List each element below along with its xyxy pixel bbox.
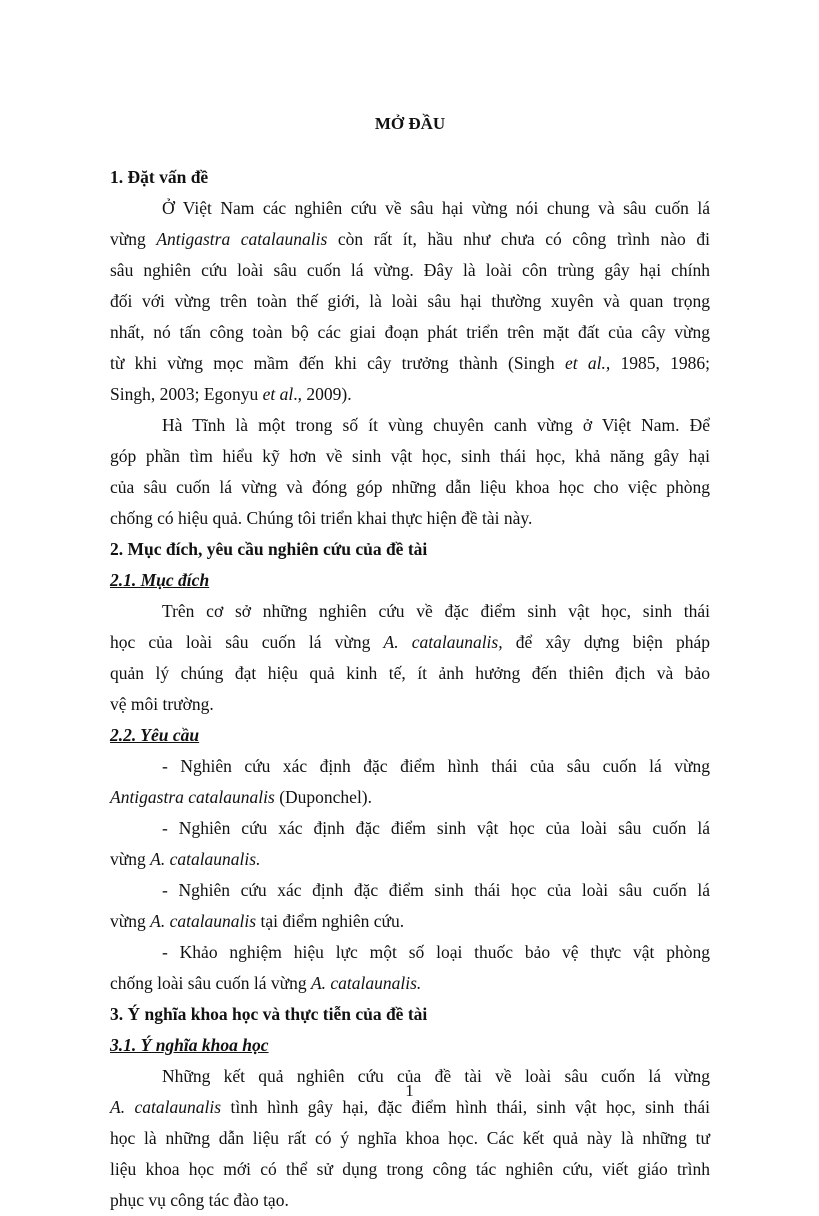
page-title: MỞ ĐẦU xyxy=(374,114,446,133)
section-2-heading: 2. Mục đích, yêu cầu nghiên cứu của đề tài xyxy=(110,539,428,559)
text-line: Những kết quả nghiên cứu của đề tài về loài sâu cuốn lá vừng xyxy=(162,1066,710,1086)
text-line: Antigastra catalaunalis (Duponchel). xyxy=(110,787,373,807)
section-3-heading: 3. Ý nghĩa khoa học và thực tiễn của đề tài xyxy=(110,1004,428,1024)
text-line: vừng A. catalaunalis. xyxy=(110,849,261,869)
text-line: vệ môi trường. xyxy=(110,694,214,714)
section-1-heading: 1. Đặt vấn đề xyxy=(110,167,209,187)
section-1-paragraph-2 xyxy=(110,410,710,534)
text-line: Singh, 2003; Egonyu et al., 2009). xyxy=(110,384,352,404)
page-number: 1 xyxy=(405,1081,414,1100)
requirement-item xyxy=(110,813,710,875)
requirement-item xyxy=(110,937,710,999)
requirement-item xyxy=(110,751,710,813)
text-line: vừng A. catalaunalis tại điểm nghiên cứu. xyxy=(110,911,405,931)
text-line: của sâu cuốn lá vừng và đóng góp những dẫn liệu khoa học cho việc phòng xyxy=(110,477,710,497)
section-1-paragraph-1 xyxy=(110,193,710,410)
text-line: nhất, nó tấn công toàn bộ các giai đoạn phát triển trên mặt đất của cây vừng xyxy=(110,322,710,342)
text-line: vừng Antigastra catalaunalis còn rất ít, hầu như chưa có công trình nào đi xyxy=(110,229,710,249)
text-line: chống loài sâu cuốn lá vừng A. catalaunalis. xyxy=(110,973,422,993)
text-line: phục vụ công tác đào tạo. xyxy=(110,1190,289,1210)
text-line: Hà Tĩnh là một trong số ít vùng chuyên canh vừng ở Việt Nam. Để xyxy=(162,415,710,435)
text-line: quản lý chúng đạt hiệu quả kinh tế, ít ảnh hưởng đến thiên địch và bảo xyxy=(110,663,710,683)
text-line: từ khi vừng mọc mầm đến khi cây trưởng thành (Singh et al., 1985, 1986; xyxy=(110,353,710,373)
text-line: Ở Việt Nam các nghiên cứu về sâu hại vừng nói chung và sâu cuốn lá xyxy=(162,198,710,218)
text-line: liệu khoa học mới có thể sử dụng trong công tác nghiên cứu, viết giáo trình xyxy=(110,1159,710,1179)
document-page xyxy=(110,108,710,1216)
text-line: Trên cơ sở những nghiên cứu về đặc điểm sinh vật học, sinh thái xyxy=(162,601,710,621)
text-line: - Nghiên cứu xác định đặc điểm sinh thái học của loài sâu cuốn lá xyxy=(162,880,710,900)
requirement-item xyxy=(110,875,710,937)
text-line: - Khảo nghiệm hiệu lực một số loại thuốc bảo vệ thực vật phòng xyxy=(162,942,710,962)
text-line: sâu nghiên cứu loài sâu cuốn lá vừng. Đây là loài côn trùng gây hại chính xyxy=(110,260,710,280)
text-line: - Nghiên cứu xác định đặc điểm sinh vật học của loài sâu cuốn lá xyxy=(162,818,710,838)
text-line: góp phần tìm hiểu kỹ hơn về sinh vật học, sinh thái học, khả năng gây hại xyxy=(110,446,710,466)
text-line: học là những dẫn liệu rất có ý nghĩa khoa học. Các kết quả này là những tư xyxy=(110,1128,710,1148)
text-line: - Nghiên cứu xác định đặc điểm hình thái của sâu cuốn lá vừng xyxy=(162,756,710,776)
section-2-1-paragraph xyxy=(110,596,710,720)
text-line: chống có hiệu quả. Chúng tôi triển khai thực hiện đề tài này. xyxy=(110,508,533,528)
section-2-1-heading: 2.1. Mục đích xyxy=(110,570,210,590)
text-line: học của loài sâu cuốn lá vừng A. catalaunalis, để xây dựng biện pháp xyxy=(110,632,710,652)
text-line: A. catalaunalis tình hình gây hại, đặc điểm hình thái, sinh vật học, sinh thái xyxy=(110,1097,710,1117)
section-3-1-heading: 3.1. Ý nghĩa khoa học xyxy=(110,1035,269,1055)
section-2-2-heading: 2.2. Yêu cầu xyxy=(110,725,200,745)
text-line: đối với vừng trên toàn thế giới, là loài sâu hại thường xuyên và quan trọng xyxy=(110,291,710,311)
